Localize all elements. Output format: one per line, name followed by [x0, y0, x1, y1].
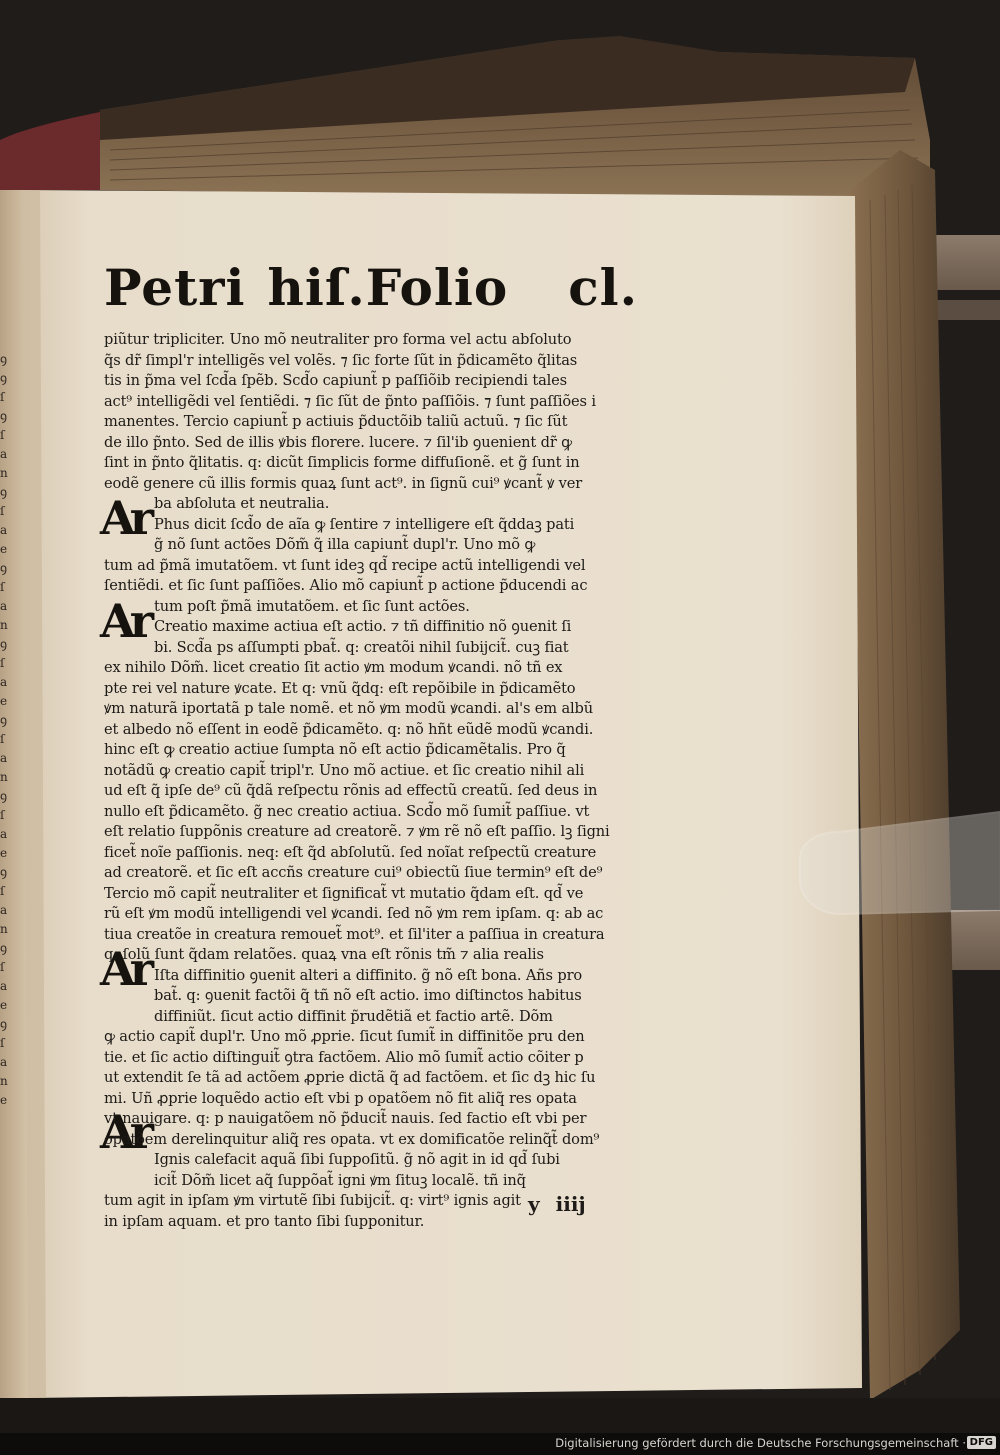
text-line: ex nihilo Dõm̃. licet creatio ſit actio ꝟm modum ꝟcandi. nõ tñ ex: [104, 659, 563, 676]
text-line: Creatio maxime actiua eſt actio. ⁊ tñ diffinitio nõ ꝯuenit ſi: [154, 618, 572, 635]
text-line: ad creatorẽ. et ſic eſt accñs creature cui⁹ obiectũ ſiue termin⁹ eſt de⁹: [104, 864, 603, 881]
footer-bar: [0, 1433, 1000, 1455]
text-line: in ipſam aquam. et pro tanto ſibi ſupponitur.: [104, 1212, 425, 1230]
text-line: q: ſolũ ſunt q̃dam relatões. quaꝝ vna eſt rõnis tm̃ ⁊ alia realis: [104, 946, 544, 963]
text-line: hinc eſt ꝙ creatio actiue ſumpta nõ eſt actio p̃dicamẽtalis. Pro q̃: [104, 741, 566, 758]
text-line: mi. Uñ ꝓprie loquẽdo actio eſt vbi p opatõem nõ fit aliq̃ res opata: [104, 1089, 577, 1107]
initial-letter-3: Ar: [100, 942, 148, 996]
text-line: icit̃ Dõm̃ licet aq̃ ſuppõat̃ igni ꝟm ſituꝫ localẽ. tñ inq̃: [154, 1171, 526, 1189]
text-line: Tercio mõ capit̃ neutraliter et ſignificat̃ vt mutatio q̃dam eſt. qd̃ ve: [104, 884, 584, 902]
running-head-abbrev: hiſ.: [267, 258, 366, 317]
facing-page-margin-text: ꝯ ꝯ ſ ꝯ ſ a n ꝯ ſ a e ꝯ ſ a n ꝯ ſ a e ꝯ ſ a n ꝯ ſ a e ꝯ ſ a n ꝯ ſ a e ꝯ ſ a n e: [0, 352, 8, 1107]
running-head-author: Petri: [104, 258, 246, 317]
text-line: Ignis calefacit aquã ſibi ſuppoſitũ. g̃ nõ agit in id qd̃ ſubi: [154, 1151, 560, 1168]
text-line: rũ eſt ꝟm modũ intelligendi vel ꝟcandi. ſed nõ ꝟm rem ipſam. q: ab ac: [104, 905, 604, 922]
text-line: de illo p̃nto. Sed de illis ꝟbis florere. lucere. ⁊ ſil'ib ꝯuenient dr̃ ꝙ: [104, 433, 572, 451]
text-line: nullo eſt p̃dicamẽto. g̃ nec creatio actiua. Scd̃o mõ ſumit̃ paſſiue. vt: [104, 802, 590, 820]
text-line: ba abſoluta et neutralia.: [154, 495, 330, 512]
text-line: diffiniũt. ſicut actio diffinit p̃rudẽtiã et factio artẽ. Dõm: [154, 1007, 553, 1025]
text-line: g̃ nõ ſunt actões Dõm̃ q̃ illa capiunt̃ dupl'r. Uno mõ ꝙ: [154, 536, 536, 553]
text-line: bi. Scd̃a ps aſſumpti pbat̃. q: creatõi nihil ſubijcit̃. cuꝫ fiat: [154, 638, 569, 656]
clasp-strap-top: [930, 235, 1000, 290]
text-line: ficet̃ noĩe paſſionis. neq: eſt q̃d abſolutũ. ſed noĩat reſpectũ creature: [104, 843, 597, 861]
text-line: tis in p̃ma vel ſcd̃a ſpẽb. Scd̃o capiunt̃ p paſſiõib recipiendi tales: [104, 372, 567, 389]
text-line: ꝙ actio capit̃ dupl'r. Uno mõ ꝓprie. ſicut ſumit̃ in diffinitõe pru den: [104, 1028, 585, 1045]
footer-credit: Digitalisierung gefördert durch die Deutsche Forschungsgemeinschaft ·: [555, 1436, 966, 1450]
text-line: pte rei vel nature ꝟcate. Et q: vnũ q̃dq: eſt repõibile in p̃dicamẽto: [104, 679, 576, 697]
text-line: notãdũ ꝙ creatio capit̃ tripl'r. Uno mõ actiue. et ſic creatio nihil ali: [104, 761, 585, 779]
text-line: tum poſt p̃mã imutatõem. et ſic ſunt actões.: [154, 597, 470, 615]
text-line: piũtur tripliciter. Uno mõ neutraliter pro forma vel actu abſoluto: [104, 331, 572, 348]
running-head: [104, 258, 639, 318]
text-line: bat̃. q: ꝯuenit factõi q̃ tñ nõ eſt actio. imo diſtinctos habitus: [154, 987, 582, 1004]
text-line: q̃s dr̃ ſimpl'r intelligẽs vel volẽs. ⁊ ſic forte ſũt in p̃dicamẽto q̃litas: [104, 351, 578, 369]
text-line: ſentiẽdi. et ſic ſunt paſſiões. Alio mõ capiunt̃ p actione p̃ducendi ac: [104, 577, 588, 594]
text-line: ut extendit ſe tã ad actõem ꝓprie dictã q̃ ad factõem. et ſic dꝫ hic ſu: [104, 1069, 596, 1086]
text-line: act⁹ intelligẽdi vel ſentiẽdi. ⁊ ſic ſũt de p̃nto paſſiõis. ⁊ ſunt paſſiões i: [104, 392, 596, 410]
text-line: Phus dicit ſcd̃o de aĩa ꝙ ſentire ⁊ intelligere eſt q̃ddaꝫ pati: [154, 515, 575, 533]
text-line: tum ad p̃mã imutatõem. vt ſunt ideꝫ qd̃ recipe actũ intelligendi vel: [104, 556, 586, 574]
text-line: ſint in p̃nto q̃litatis. q: dicũt ſimplicis forme diffuſionẽ. et g̃ ſunt in: [104, 454, 580, 471]
signature-letter: y: [528, 1192, 540, 1216]
page-body-text: [104, 330, 624, 1232]
text-line: tum agit in ipſam ꝟm virtutẽ ſibi ſubijcit̃. q: virt⁹ ignis agit: [104, 1192, 521, 1209]
text-line: tiua creatõe in creatura remouet̃ mot⁹. et ſil'iter a paſſiua in creatura: [104, 925, 605, 943]
text-line: vt nauigare. q: p nauigatõem nõ p̃ducit̃ nauis. ſed factio eſt vbi per: [104, 1110, 587, 1127]
text-line: opatõem derelinquitur aliq̃ res opata. vt ex domificatõe relinq̃t̃ dom⁹: [104, 1130, 600, 1148]
text-line: ud eſt q̃ ipſe de⁹ cũ q̃dã reſpectu rõnis ad effectũ creatũ. ſed deus in: [104, 782, 598, 799]
text-line: tie. et ſic actio diſtinguit̃ ꝯtra factõem. Alio mõ ſumit̃ actio cõiter p: [104, 1048, 584, 1066]
initial-letter-1: Ar: [100, 491, 148, 545]
running-head-folio-word: Folio: [365, 258, 509, 317]
text-line: ꝟm naturã iportatã p tale nomẽ. et nõ ꝟm modũ ꝟcandi. al's em albũ: [104, 700, 593, 717]
dfg-logo: DFG: [967, 1436, 996, 1449]
text-line: eſt relatio ſuppõnis creature ad creatorẽ. ⁊ ꝟm rẽ nõ eſt paſſio. lꝫ ſigni: [104, 823, 610, 840]
folio-number: cl.: [568, 258, 639, 317]
text-line: eodẽ genere cũ illis formis quaꝝ ſunt act⁹. in ſignũ cui⁹ ꝟcant̃ ꝟ ver: [104, 474, 583, 492]
signature-mark: [528, 1192, 602, 1216]
text-line: manentes. Tercio capiunt̃ p actiuis p̃ductõib taliũ actuũ. ⁊ ſic ſũt: [104, 413, 568, 430]
initial-letter-2: Ar: [100, 594, 148, 648]
text-line: et albedo nõ eſſent in eodẽ p̃dicamẽto. q: nõ hñt eũdẽ modũ ꝟcandi.: [104, 720, 594, 738]
text-line: Iſta diffinitio ꝯuenit alteri a diffinito. g̃ nõ eſt bona. Añs pro: [154, 966, 583, 984]
initial-letter-4: Ar: [100, 1105, 148, 1159]
signature-number: iiij: [555, 1192, 586, 1216]
